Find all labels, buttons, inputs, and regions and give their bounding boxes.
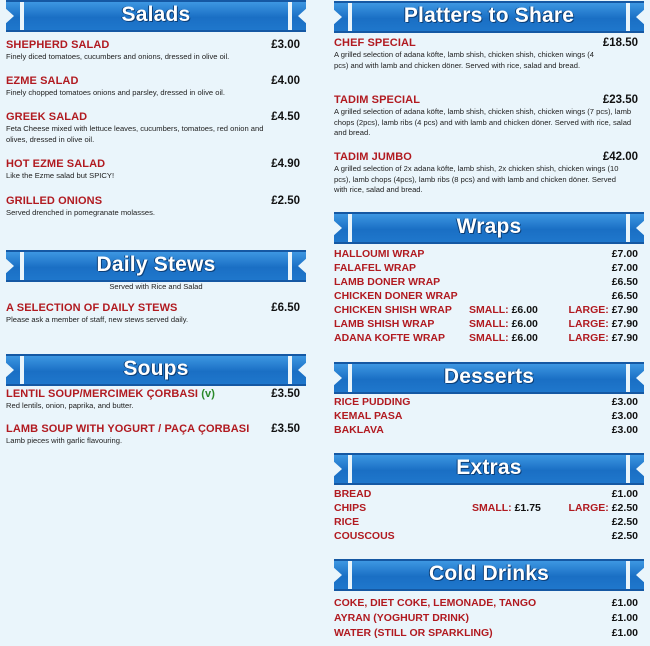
item-name: TADIM SPECIAL bbox=[334, 94, 421, 106]
item-price: £4.00 bbox=[271, 75, 300, 87]
drink-row-water bbox=[334, 627, 644, 641]
item-price: £4.50 bbox=[271, 111, 300, 123]
platters-title: Platters to Share bbox=[403, 4, 575, 27]
small-price bbox=[472, 502, 541, 514]
small-value: £6.00 bbox=[511, 332, 538, 344]
item-name: WATER (STILL OR SPARKLING) bbox=[334, 627, 493, 639]
large-value: £7.90 bbox=[611, 304, 638, 316]
item-name: RICE PUDDING bbox=[334, 396, 411, 408]
large-price bbox=[569, 304, 638, 316]
small-price bbox=[469, 332, 538, 344]
item-name: CHICKEN DONER WRAP bbox=[334, 290, 458, 302]
item-name: FALAFEL WRAP bbox=[334, 262, 417, 274]
drinks-title: Cold Drinks bbox=[428, 562, 550, 585]
item-price: £2.50 bbox=[611, 516, 638, 528]
small-label: SMALL: bbox=[472, 502, 512, 514]
item-price: £2.50 bbox=[271, 195, 300, 207]
wrap-row-lamb-shish bbox=[334, 318, 644, 332]
item-name-text: LENTIL SOUP/MERCIMEK ÇORBASI bbox=[6, 388, 199, 400]
item-name: CHICKEN SHISH WRAP bbox=[334, 304, 452, 316]
item-name: HALLOUMI WRAP bbox=[334, 248, 425, 260]
stews-title: Daily Stews bbox=[96, 253, 216, 276]
dessert-row-rice-pudding bbox=[334, 396, 644, 410]
stews-note: Served with Rice and Salad bbox=[109, 282, 203, 291]
menu-item-grilled-onions bbox=[6, 195, 306, 219]
soups-title: Soups bbox=[123, 357, 189, 380]
item-desc: Finely chopped tomatoes onions and parsley, dressed in olive oil. bbox=[6, 88, 225, 97]
item-price: £3.00 bbox=[611, 410, 638, 422]
item-name: ADANA KOFTE WRAP bbox=[334, 332, 446, 344]
large-value: £7.90 bbox=[611, 318, 638, 330]
item-desc: Feta Cheese mixed with lettuce leaves, cucumbers, tomatoes, red onion and olives, dressed in olive oil. bbox=[6, 124, 264, 144]
menu-item-greek-salad bbox=[6, 111, 300, 145]
large-value: £2.50 bbox=[611, 502, 638, 514]
menu-item-tadim-jumbo bbox=[334, 151, 644, 196]
desserts-title: Desserts bbox=[443, 365, 535, 388]
item-price: £6.50 bbox=[271, 302, 300, 314]
item-price: £1.00 bbox=[611, 627, 638, 639]
wrap-row-chicken-shish bbox=[334, 304, 644, 318]
desserts-banner bbox=[334, 362, 644, 394]
small-label: SMALL: bbox=[469, 304, 509, 316]
menu-item-ezme-salad bbox=[6, 75, 306, 99]
item-price: £3.50 bbox=[271, 423, 300, 435]
salads-title: Salads bbox=[121, 3, 191, 26]
item-price: £1.00 bbox=[611, 597, 638, 609]
item-name: KEMAL PASA bbox=[334, 410, 403, 422]
menu-item-hot-ezme-salad bbox=[6, 158, 306, 182]
item-price: £1.00 bbox=[611, 488, 638, 500]
item-price: £7.00 bbox=[611, 248, 638, 260]
extras-title: Extras bbox=[456, 456, 522, 479]
item-desc: Red lentils, onion, paprika, and butter. bbox=[6, 401, 134, 410]
item-name: BAKLAVA bbox=[334, 424, 384, 436]
item-name: LAMB SOUP WITH YOGURT / PAÇA ÇORBASI bbox=[6, 423, 250, 435]
wraps-title: Wraps bbox=[456, 215, 522, 238]
wrap-row-lamb-doner bbox=[334, 276, 644, 290]
extra-row-chips bbox=[334, 502, 644, 516]
item-price: £42.00 bbox=[602, 151, 638, 163]
menu-item-shepherd-salad bbox=[6, 39, 306, 63]
large-price bbox=[569, 502, 638, 514]
wrap-row-adana-kofte bbox=[334, 332, 644, 346]
vegetarian-badge: (v) bbox=[201, 388, 215, 400]
item-name: RICE bbox=[334, 516, 360, 528]
item-name: AYRAN (YOGHURT DRINK) bbox=[334, 612, 469, 624]
small-value: £1.75 bbox=[514, 502, 541, 514]
small-value: £6.00 bbox=[511, 304, 538, 316]
item-name: SHEPHERD SALAD bbox=[6, 39, 110, 51]
large-value: £7.90 bbox=[611, 332, 638, 344]
item-name: COKE, DIET COKE, LEMONADE, TANGO bbox=[334, 597, 537, 609]
item-price: £18.50 bbox=[602, 37, 638, 49]
extra-row-bread bbox=[334, 488, 644, 502]
wraps-banner bbox=[334, 212, 644, 244]
dessert-row-kemal-pasa bbox=[334, 410, 644, 424]
extras-banner bbox=[334, 453, 644, 485]
item-name: A SELECTION OF DAILY STEWS bbox=[6, 302, 178, 314]
item-name: LAMB DONER WRAP bbox=[334, 276, 441, 288]
dessert-row-baklava bbox=[334, 424, 644, 438]
item-desc: A grilled selection of 2x adana köfte, lamb shish, 2x chicken shish, chicken wings (10 pcs), lamb chops (4pcs), lamb ribs (8 pcs) and with lamb and chicken döner. Served with rice, salad and bread. bbox=[334, 164, 619, 194]
item-name: GRILLED ONIONS bbox=[6, 195, 103, 207]
item-name bbox=[6, 388, 306, 400]
small-label: SMALL: bbox=[469, 332, 509, 344]
small-value: £6.00 bbox=[511, 318, 538, 330]
item-name: EZME SALAD bbox=[6, 75, 79, 87]
large-price bbox=[569, 318, 638, 330]
item-name: GREEK SALAD bbox=[6, 111, 88, 123]
wrap-row-falafel bbox=[334, 262, 644, 276]
large-label: LARGE: bbox=[568, 304, 609, 316]
item-desc: A grilled selection of adana köfte, lamb shish, chicken shish, chicken wings (4 pcs) and with lamb and chicken döner. Served with rice, salad and bread. bbox=[334, 50, 595, 70]
item-price: £7.00 bbox=[611, 262, 638, 274]
item-desc: Finely diced tomatoes, cucumbers and onions, dressed in olive oil. bbox=[6, 52, 230, 61]
drink-row-soft-drinks bbox=[334, 597, 644, 611]
drinks-banner bbox=[334, 559, 644, 591]
item-price: £3.00 bbox=[611, 424, 638, 436]
item-desc: Lamb pieces with garlic flavouring. bbox=[6, 436, 123, 445]
item-price: £4.90 bbox=[271, 158, 300, 170]
salads-banner bbox=[6, 0, 306, 32]
item-desc: Served drenched in pomegranate molasses. bbox=[6, 208, 156, 217]
item-price: £1.00 bbox=[611, 612, 638, 624]
item-name: BREAD bbox=[334, 488, 372, 500]
item-desc: Like the Ezme salad but SPICY! bbox=[6, 171, 115, 180]
large-label: LARGE: bbox=[568, 502, 609, 514]
small-label: SMALL: bbox=[469, 318, 509, 330]
wrap-row-halloumi bbox=[334, 248, 644, 262]
menu-item-tadim-special bbox=[334, 94, 644, 139]
wrap-row-chicken-doner bbox=[334, 290, 644, 304]
drink-row-ayran bbox=[334, 612, 644, 626]
item-price: £6.50 bbox=[611, 290, 638, 302]
extra-row-couscous bbox=[334, 530, 644, 544]
menu-item-lentil-soup bbox=[6, 388, 306, 412]
small-price bbox=[469, 318, 538, 330]
menu-item-chef-special bbox=[334, 37, 644, 71]
menu-item-daily-stews bbox=[6, 302, 306, 326]
large-label: LARGE: bbox=[568, 318, 609, 330]
item-price: £2.50 bbox=[611, 530, 638, 542]
large-price bbox=[569, 332, 638, 344]
item-price: £3.00 bbox=[611, 396, 638, 408]
soups-banner bbox=[6, 354, 306, 386]
platters-banner bbox=[334, 1, 644, 33]
item-desc: A grilled selection of adana köfte, lamb shish, chicken shish, chicken wings (7 pcs), lamb chops (2pcs), lamb ribs (4 pcs) and with lamb and chicken döner. Served with rice, salad and bread. bbox=[334, 107, 632, 137]
item-price: £23.50 bbox=[602, 94, 638, 106]
stews-banner bbox=[6, 250, 306, 282]
large-label: LARGE: bbox=[568, 332, 609, 344]
item-price: £3.00 bbox=[271, 39, 300, 51]
item-name: CHIPS bbox=[334, 502, 367, 514]
item-name: COUSCOUS bbox=[334, 530, 395, 542]
item-desc: Please ask a member of staff, new stews served daily. bbox=[6, 315, 189, 324]
menu-item-lamb-soup bbox=[6, 423, 306, 447]
item-price: £6.50 bbox=[611, 276, 638, 288]
item-name: HOT EZME SALAD bbox=[6, 158, 106, 170]
small-price bbox=[469, 304, 538, 316]
extra-row-rice bbox=[334, 516, 644, 530]
item-price: £3.50 bbox=[271, 388, 300, 400]
item-name: LAMB SHISH WRAP bbox=[334, 318, 435, 330]
item-name: CHEF SPECIAL bbox=[334, 37, 416, 49]
item-name: TADIM JUMBO bbox=[334, 151, 412, 163]
